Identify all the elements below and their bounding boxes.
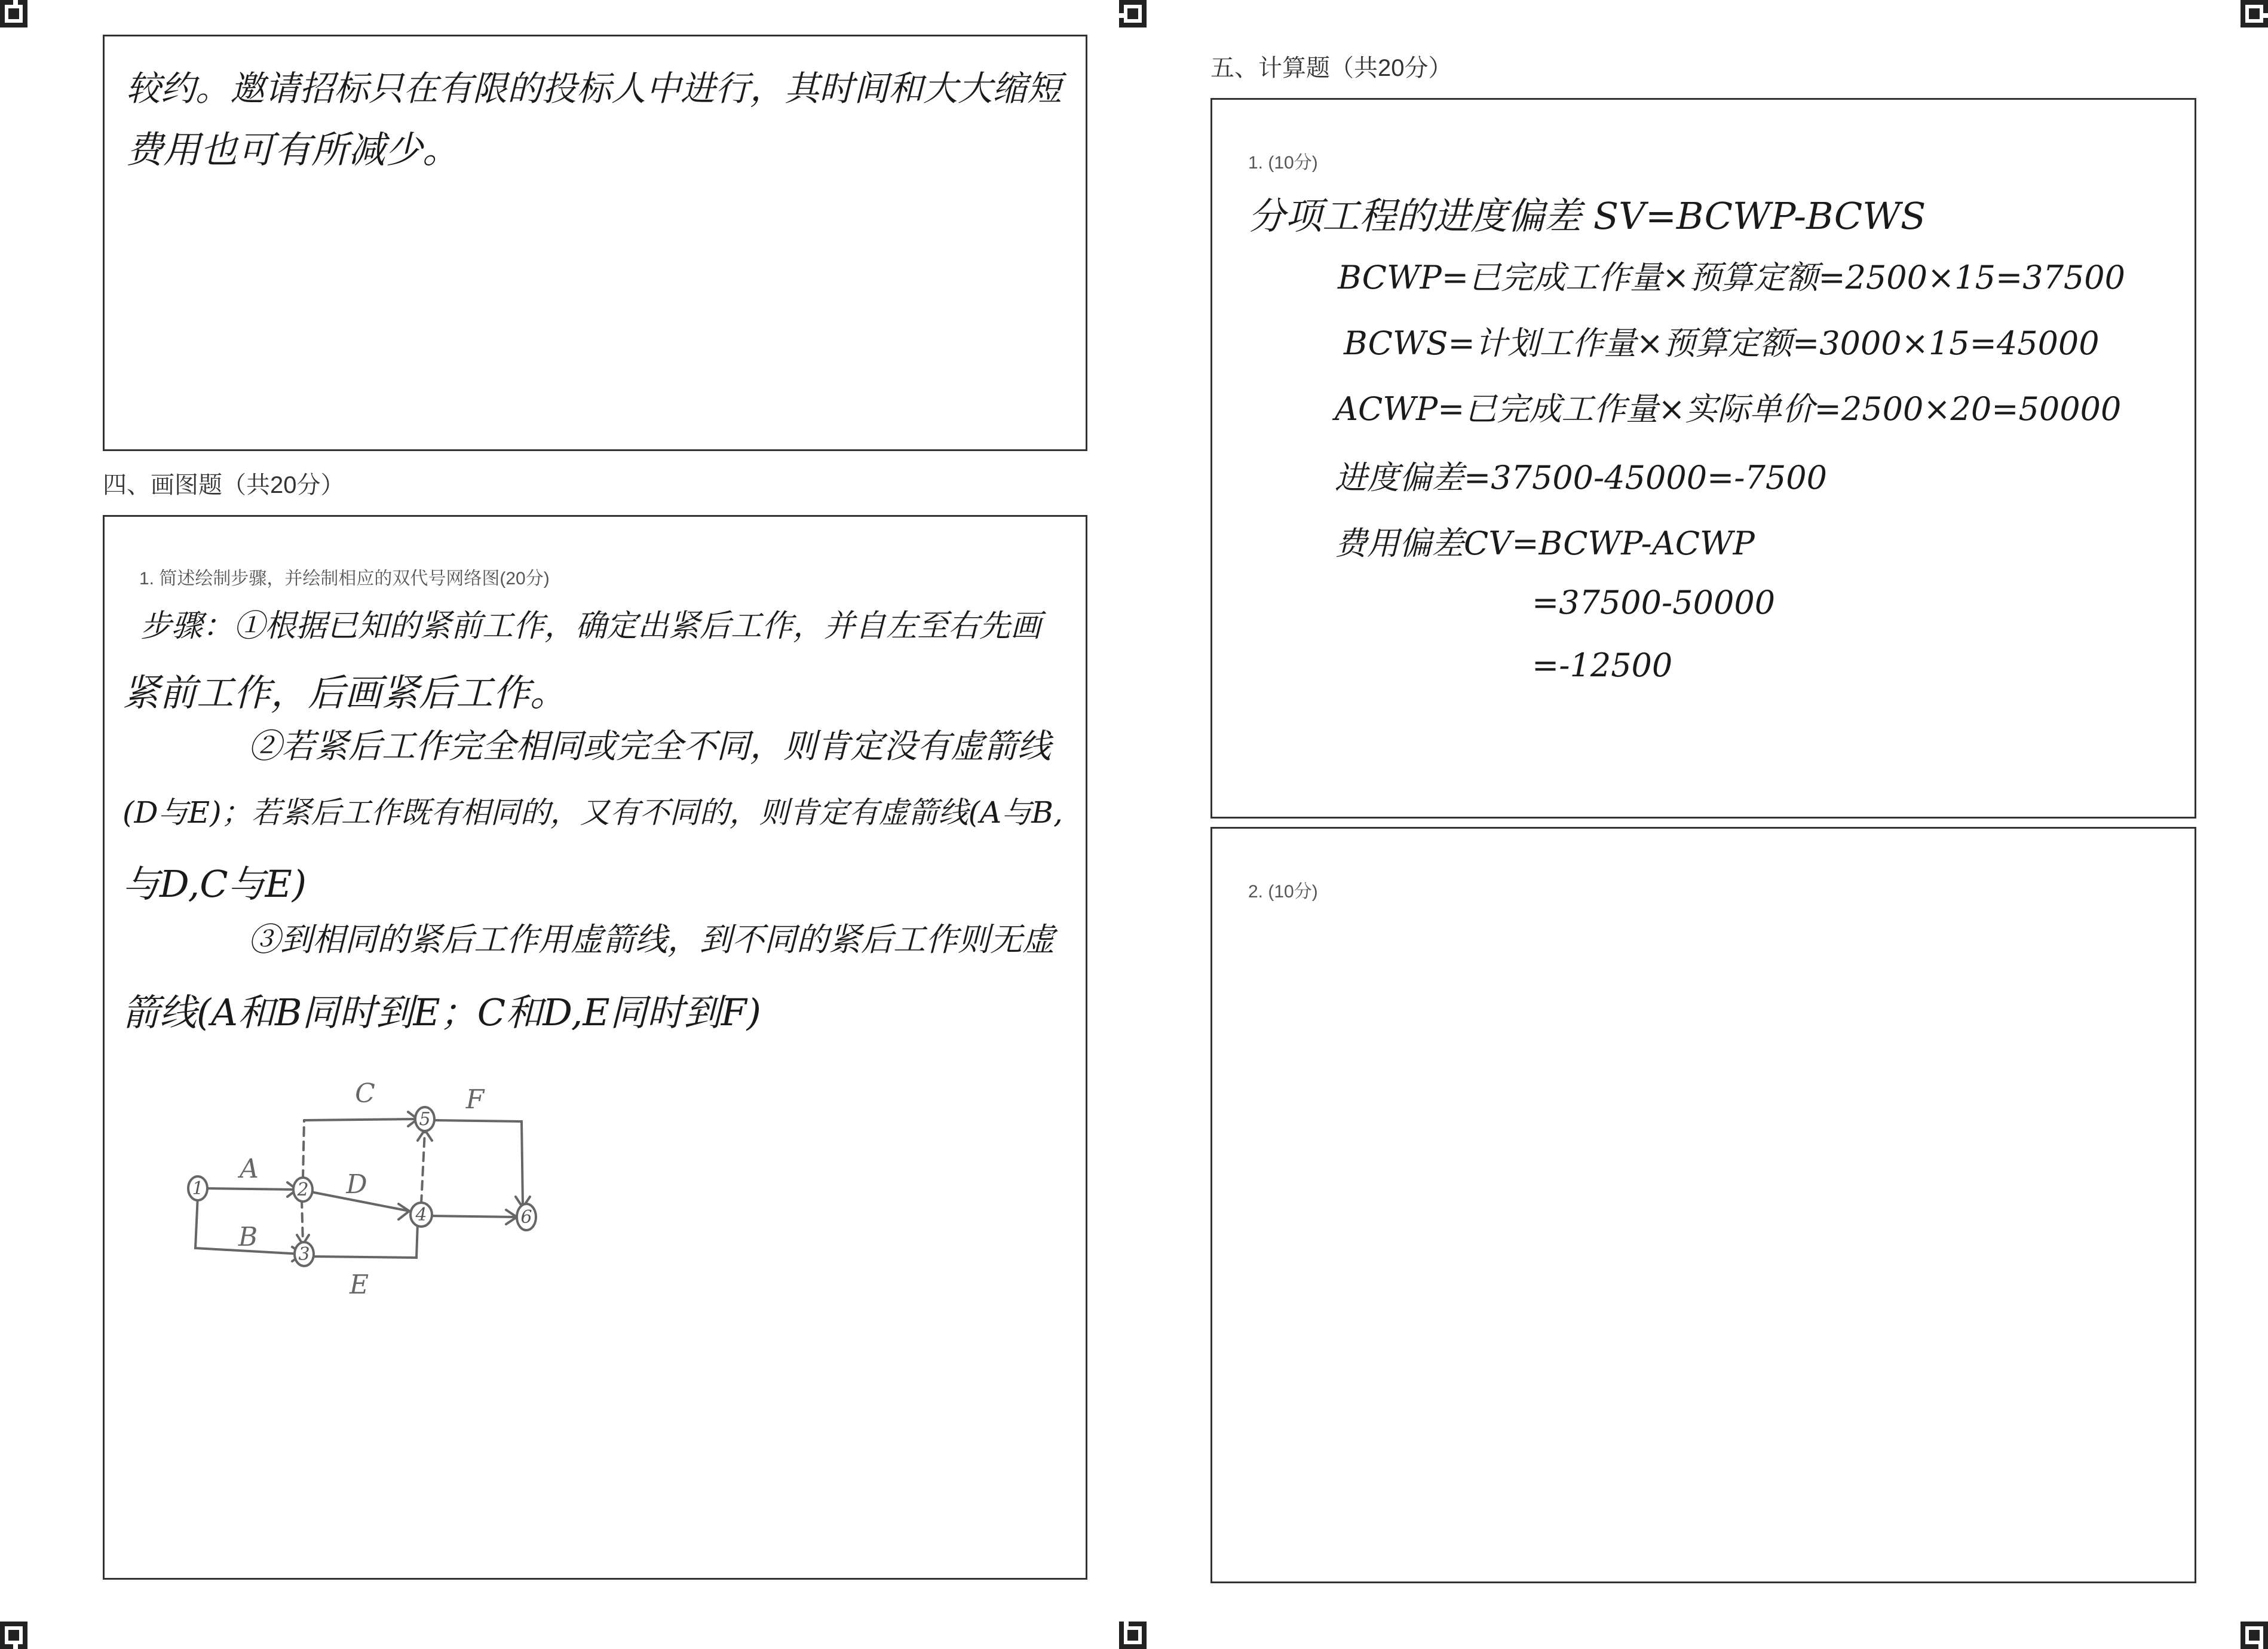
- calc-q1-line-1: 分项工程的进度偏差 SV=BCWP-BCWS: [1248, 194, 1926, 238]
- drawing-answer-line-6: ③到相同的紧后工作用虚箭线，到不同的紧后工作则无虚: [248, 921, 1055, 958]
- activity-label-E: E: [349, 1270, 369, 1300]
- prev-answer-line-2: 费用也可有所减少。: [126, 128, 460, 171]
- section-title-drawing: 四、画图题（共20分）: [103, 472, 345, 498]
- corner-marker-top-left: [0, 0, 27, 27]
- drawing-answer-box: [103, 515, 1087, 1580]
- drawing-answer-line-1: 步骤：①根据已知的紧前工作，确定出紧后工作，并自左至右先画: [140, 608, 1042, 644]
- corner-marker-bottom-left: [0, 1622, 27, 1649]
- activity-label-C: C: [355, 1078, 375, 1109]
- edge-E: [312, 1223, 418, 1258]
- calc-q1-line-7: =37500-50000: [1532, 584, 1776, 621]
- prev-answer-line-1: 较约。邀请招标只在有限的投标人中进行，其时间和大大缩短: [126, 68, 1062, 109]
- drawing-answer-line-4: (D与E)；若紧后工作既有相同的，又有不同的，则肯定有虚箭线(A与B,: [122, 795, 1063, 830]
- edge-C: [304, 1119, 416, 1120]
- section-title-calc: 五、计算题（共20分）: [1210, 55, 1452, 81]
- calc-q1-line-4: ACWP=已完成工作量×实际单价=2500×20=50000: [1335, 390, 2122, 428]
- corner-marker-bottom-right: [2241, 1622, 2268, 1649]
- activity-label-B: B: [238, 1222, 258, 1252]
- activity-label-D: D: [346, 1169, 367, 1200]
- corner-marker-top-right: [2241, 0, 2268, 27]
- node-label-2: 2: [297, 1179, 309, 1200]
- node-label-3: 3: [298, 1244, 310, 1265]
- calc-q1-line-3: BCWS=计划工作量×预算定额=3000×15=45000: [1344, 324, 2100, 362]
- node-label-5: 5: [419, 1109, 431, 1130]
- calc-q2-box: [1210, 827, 2196, 1583]
- calc-q1-line-6: 费用偏差CV=BCWP-ACWP: [1335, 525, 1755, 562]
- activity-label-F: F: [465, 1084, 485, 1115]
- edge-dummy-4-6: [430, 1216, 516, 1217]
- calc-q1-line-2: BCWP=已完成工作量×预算定额=2500×15=37500: [1338, 259, 2125, 296]
- corner-marker-bottom-center: [1119, 1622, 1147, 1649]
- edge-A: [205, 1188, 296, 1190]
- calc-q1-box: [1210, 98, 2196, 819]
- drawing-answer-line-2: 紧前工作，后画紧后工作。: [122, 671, 568, 715]
- edge-dummy-4-5: [421, 1131, 425, 1204]
- calc-q2-label: 2. (10分): [1248, 882, 1318, 902]
- network-diagram: [176, 1055, 690, 1329]
- prev-answer-box: [103, 35, 1087, 451]
- node-label-6: 6: [520, 1207, 532, 1228]
- node-label-4: 4: [415, 1204, 427, 1225]
- drawing-answer-line-7: 箭线(A和B同时到E；C和D,E同时到F): [122, 991, 761, 1034]
- drawing-answer-line-5: 与D,C与E): [122, 862, 307, 906]
- node-label-1: 1: [192, 1178, 204, 1199]
- edge-dummy-2-up: [303, 1120, 304, 1179]
- edge-dummy-2-3: [302, 1199, 303, 1243]
- drawing-question-label: 1. 简述绘制步骤，并绘制相应的双代号网络图(20分): [139, 569, 550, 589]
- calc-q1-line-8: =-12500: [1532, 646, 1673, 684]
- calc-q1-line-5: 进度偏差=37500-45000=-7500: [1335, 459, 1827, 496]
- activity-label-A: A: [240, 1154, 259, 1184]
- edge-F: [434, 1120, 523, 1205]
- calc-q1-label: 1. (10分): [1248, 153, 1318, 173]
- drawing-answer-line-3: ②若紧后工作完全相同或完全不同，则肯定没有虚箭线: [248, 727, 1051, 766]
- corner-marker-top-center: [1119, 0, 1147, 27]
